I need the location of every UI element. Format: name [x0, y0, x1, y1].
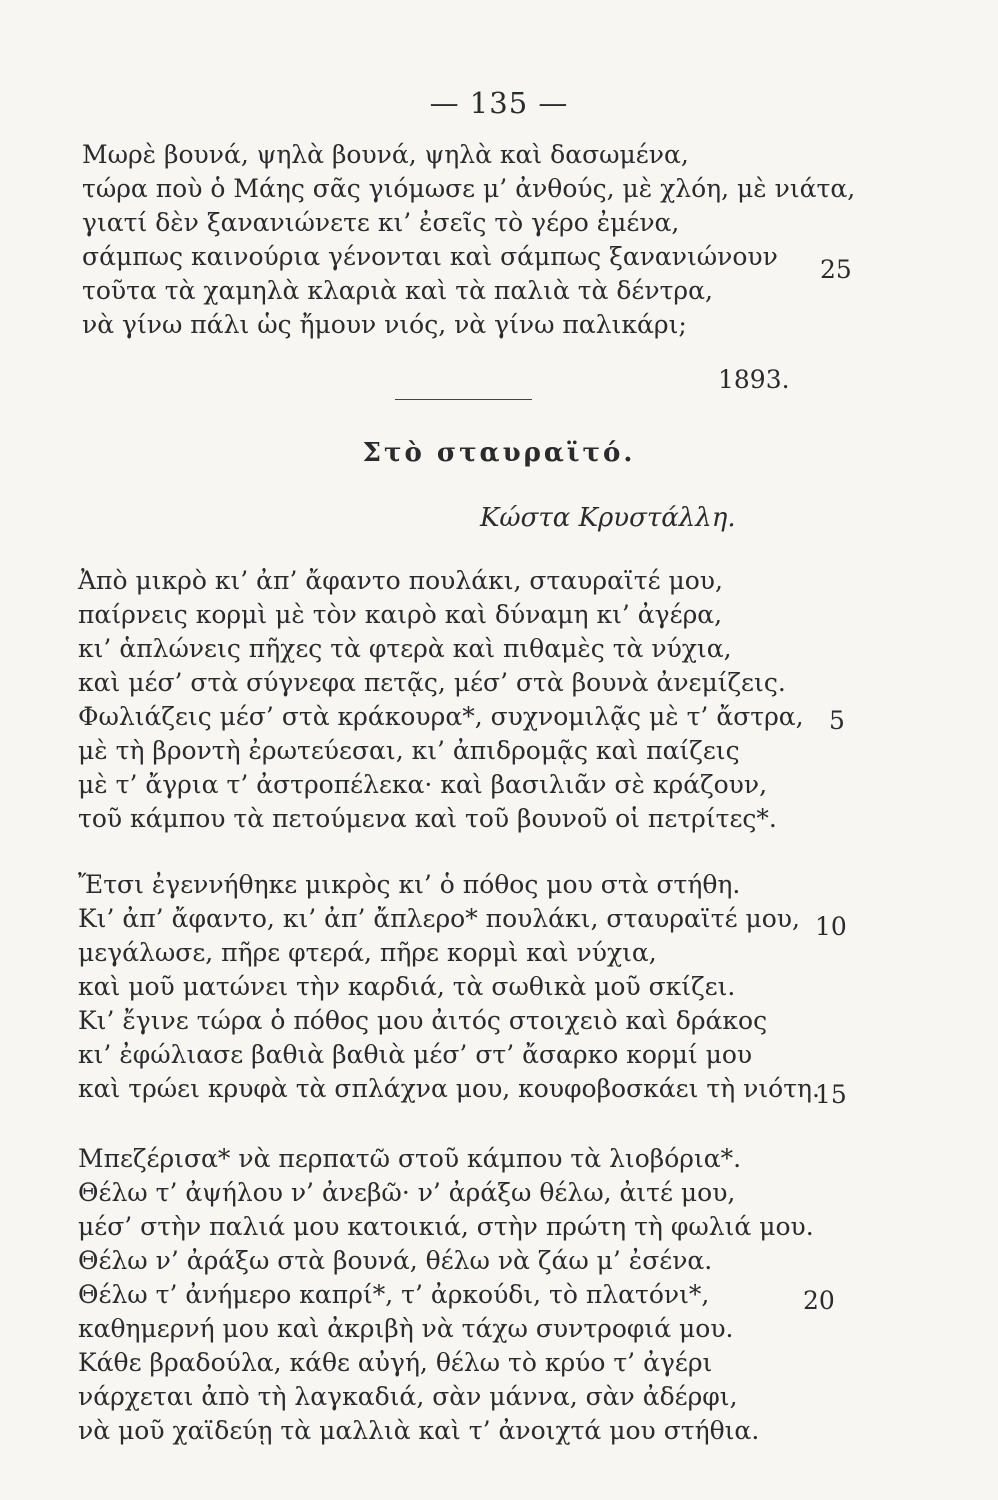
verse-line: Ἀπὸ μικρὸ κι’ ἀπ’ ἄφαντο πουλάκι, σταυραϊτέ μου,	[78, 566, 723, 595]
verse-line: κι’ ἐφώλιασε βαθιὰ βαθιὰ μέσ’ στ’ ἄσαρκο κορμί μου	[78, 1040, 753, 1069]
verse-line: παίρνεις κορμὶ μὲ τὸν καιρὸ καὶ δύναμη κι’ ἀγέρα,	[78, 600, 723, 629]
poem-author: Κώστα Κρυστάλλη.	[480, 503, 736, 533]
verse-line: καὶ μοῦ ματώνει τὴν καρδιά, τὰ σωθικὰ μοῦ σκίζει.	[78, 972, 736, 1001]
date-year: 1893.	[718, 365, 790, 394]
verse-line: Θέλω τ’ ἀψήλου ν’ ἀνεβῶ· ν’ ἀράξω θέλω, ἀιτέ μου,	[78, 1178, 736, 1207]
verse-line: καὶ μέσ’ στὰ σύγνεφα πετᾷς, μέσ’ στὰ βουνὰ ἀνεμίζεις.	[78, 668, 786, 697]
verse-line: μέσ’ στὴν παλιά μου κατοικιά, στὴν πρώτη τὴ φωλιά μου.	[78, 1212, 814, 1241]
verse-line: Μπεζέρισα* νὰ περπατῶ στοῦ κάμπου τὰ λιοβόρια*.	[78, 1144, 742, 1173]
verse-line: κι’ ἁπλώνεις πῆχες τὰ φτερὰ καὶ πιθαμὲς τὰ νύχια,	[78, 634, 732, 663]
separator-rule	[395, 399, 532, 400]
line-number: 5	[829, 706, 845, 735]
verse-line: νάρχεται ἀπὸ τὴ λαγκαδιά, σὰν μάννα, σὰν ἀδέρφι,	[78, 1382, 738, 1411]
verse-line: Θέλω ν’ ἀράξω στὰ βουνά, θέλω νὰ ζάω μ’ ἐσένα.	[78, 1246, 713, 1275]
verse-line: νὰ γίνω πάλι ὡς ἤμουν νιός, νὰ γίνω παλικάρι;	[82, 310, 687, 339]
verse-line: τώρα ποὺ ὁ Μάης σᾶς γιόμωσε μ’ ἀνθούς, μὲ χλόη, μὲ νιάτα,	[82, 174, 856, 203]
verse-line: γιατί δὲν ξανανιώνετε κι’ ἐσεῖς τὸ γέρο ἐμένα,	[82, 208, 680, 237]
verse-line: μὲ τὴ βροντὴ ἐρωτεύεσαι, κι’ ἀπιδρομᾷς καὶ παίζεις	[78, 736, 740, 765]
verse-line: Μωρὲ βουνά, ψηλὰ βουνά, ψηλὰ καὶ δασωμένα,	[82, 140, 689, 169]
verse-line: καὶ τρώει κρυφὰ τὰ σπλάχνα μου, κουφοβοσκάει τὴ νιότη.	[78, 1074, 820, 1103]
verse-line: Κάθε βραδούλα, κάθε αὐγή, θέλω τὸ κρύο τ’ ἀγέρι	[78, 1348, 713, 1377]
verse-line: τοῦ κάμπου τὰ πετούμενα καὶ τοῦ βουνοῦ οἱ πετρίτες*.	[78, 804, 777, 833]
verse-line: νὰ μοῦ χαϊδεύῃ τὰ μαλλιὰ καὶ τ’ ἀνοιχτά μου στήθια.	[78, 1416, 760, 1445]
line-number: 10	[815, 912, 847, 941]
verse-line: σάμπως καινούρια γένονται καὶ σάμπως ξανανιώνουν	[82, 242, 778, 271]
line-number: 15	[815, 1080, 847, 1109]
verse-line: καθημερνή μου καὶ ἀκριβὴ νὰ τάχω συντροφιά μου.	[78, 1314, 734, 1343]
page-number: — 135 —	[429, 86, 569, 120]
verse-line: Ἔτσι ἐγεννήθηκε μικρὸς κι’ ὁ πόθος μου στὰ στήθη.	[78, 870, 741, 899]
verse-line: Κι’ ἔγινε τώρα ὁ πόθος μου ἀιτός στοιχειὸ καὶ δράκος	[78, 1006, 768, 1035]
verse-line: μεγάλωσε, πῆρε φτερά, πῆρε κορμὶ καὶ νύχια,	[78, 938, 657, 967]
verse-line: τοῦτα τὰ χαμηλὰ κλαριὰ καὶ τὰ παλιὰ τὰ δέντρα,	[82, 276, 713, 305]
line-number: 25	[820, 255, 852, 284]
verse-line: μὲ τ’ ἄγρια τ’ ἀστροπέλεκα· καὶ βασιλιᾶν σὲ κράζουν,	[78, 770, 768, 799]
line-number: 20	[803, 1286, 835, 1315]
poem-title: Στὸ σταυραϊτό.	[362, 438, 636, 468]
verse-line: Φωλιάζεις μέσ’ στὰ κράκουρα*, συχνομιλᾷς μὲ τ’ ἄστρα,	[78, 702, 804, 731]
verse-line: Θέλω τ’ ἀνήμερο καπρί*, τ’ ἀρκούδι, τὸ πλατόνι*,	[78, 1280, 710, 1309]
verse-line: Κι’ ἀπ’ ἄφαντο, κι’ ἀπ’ ἄπλερο* πουλάκι, σταυραϊτέ μου,	[78, 904, 800, 933]
